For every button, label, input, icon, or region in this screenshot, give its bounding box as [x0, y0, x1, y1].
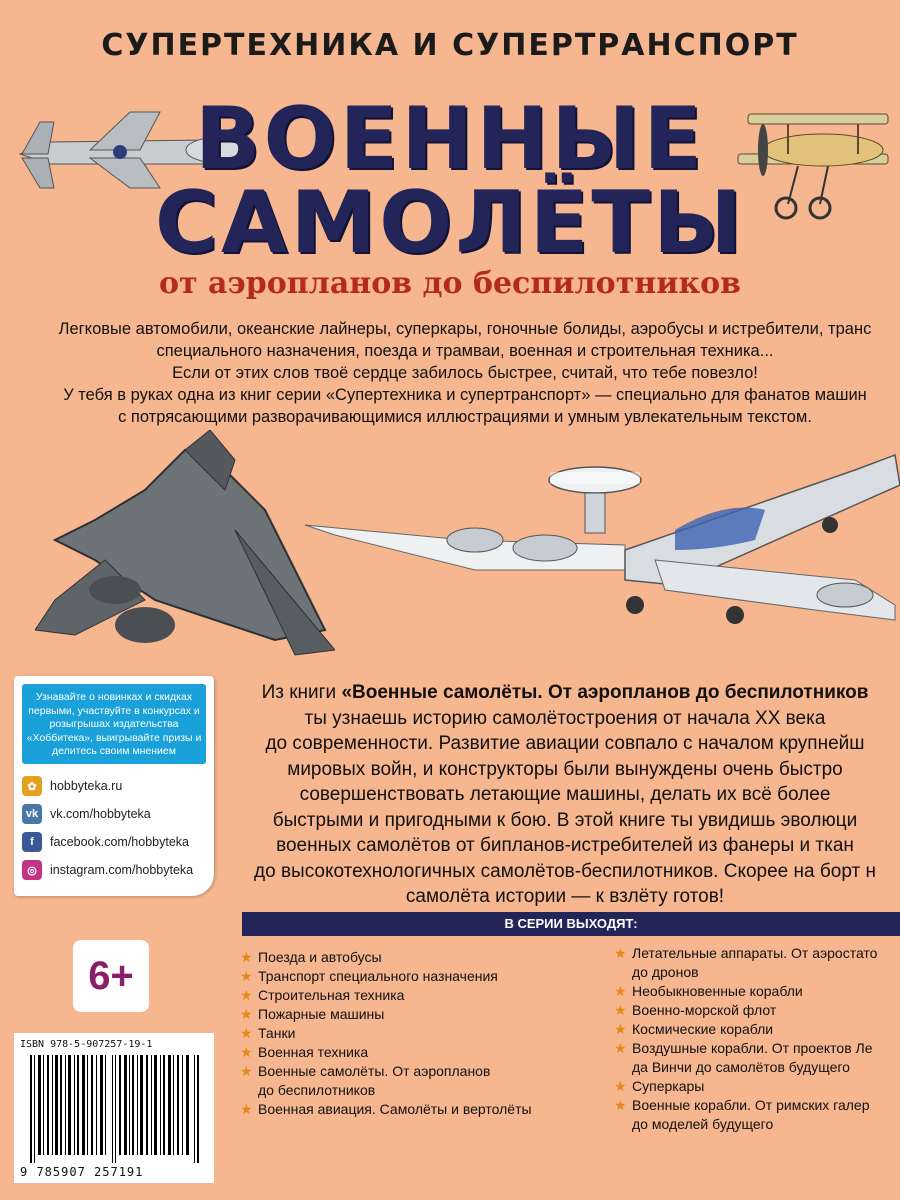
social-link-label: instagram.com/hobbyteka [50, 863, 194, 877]
star-bullet-icon: ★ [614, 945, 627, 961]
social-link-instagram[interactable] [22, 856, 206, 884]
star-bullet-icon: ★ [240, 1025, 253, 1041]
social-link-site[interactable] [22, 772, 206, 800]
social-link-label: facebook.com/hobbyteka [50, 835, 189, 849]
social-link-label: hobbyteka.ru [50, 779, 123, 793]
title-line-2: САМОЛЁТЫ [154, 173, 746, 273]
star-bullet-icon: ★ [240, 949, 253, 965]
social-sticker [14, 676, 214, 896]
barcode-image [30, 1055, 200, 1163]
about-line: ты узнаешь историю самолётостроения от начала XX века [304, 707, 826, 729]
series-list-item-text: Воздушные корабли. От проектов Ле [632, 1040, 873, 1056]
about-line: до высокотехнологичных самолётов-беспилотников. Скорее на борт н [254, 860, 876, 882]
book-title: «Военные самолёты. От аэропланов до беспилотников [341, 682, 869, 703]
intro-line: специального назначения, поезда и трамваи, военная и строительная техника... [156, 342, 774, 360]
instagram-icon: ◎ [22, 860, 42, 880]
about-line: совершенствовать летающие машины, делать их всё более [299, 784, 831, 805]
social-link-facebook[interactable] [22, 828, 206, 856]
about-text [230, 680, 900, 910]
series-list-item-text: Танки [258, 1025, 296, 1041]
series-list-item-text: до дронов [632, 964, 699, 980]
star-bullet-icon: ★ [240, 987, 253, 1003]
series-list-item-text: Военная техника [258, 1044, 369, 1060]
series-list-item-text: Военно-морской флот [632, 1002, 777, 1018]
series-list-item-text: Необыкновенные корабли [632, 983, 803, 999]
intro-line: У тебя в руках одна из книг серии «Супертехника и супертранспорт» — специально для фанатов машин [63, 386, 867, 404]
series-list-item-text: Строительная техника [258, 987, 405, 1003]
hobbyteka-icon: ✿ [22, 776, 42, 796]
series-list-item [240, 1024, 610, 1043]
series-list-item-text: Поезда и автобусы [258, 949, 382, 965]
star-bullet-icon: ★ [240, 968, 253, 984]
ean-number: 9 785907 257191 [20, 1165, 144, 1179]
facebook-icon: f [22, 832, 42, 852]
series-list-item-text: Военная авиация. Самолёты и вертолёты [258, 1101, 532, 1117]
intro-text [30, 318, 900, 428]
series-list-item-text: Летательные аппараты. От аэростато [632, 945, 878, 961]
series-list-item [240, 967, 610, 986]
series-list-item [614, 944, 900, 982]
about-line: военных самолётов от бипланов-истребителей из фанеры и ткан [276, 835, 854, 856]
title-line-1: ВОЕННЫЕ [194, 89, 706, 189]
series-title: СУПЕРТЕХНИКА И СУПЕРТРАНСПОРТ [101, 28, 799, 63]
series-list-item [240, 948, 610, 967]
about-line: до современности. Развитие авиации совпало с началом крупнейш [265, 733, 865, 754]
star-bullet-icon: ★ [240, 1044, 253, 1060]
about-lead: Из книги [261, 682, 342, 703]
star-bullet-icon: ★ [614, 1002, 627, 1018]
intro-line: Легковые автомобили, океанские лайнеры, суперкары, гоночные болиды, аэробусы и истребители, транс [58, 320, 872, 338]
social-link-vk[interactable] [22, 800, 206, 828]
series-list-item [240, 986, 610, 1005]
series-list-item-text: до беспилотников [258, 1082, 376, 1098]
star-bullet-icon: ★ [614, 1097, 627, 1113]
series-list-item-text: Космические корабли [632, 1021, 774, 1037]
series-list-left [240, 948, 610, 1119]
barcode-block [14, 1033, 214, 1183]
series-list-item-text: Военные самолёты. От аэропланов [258, 1063, 491, 1079]
star-bullet-icon: ★ [240, 1101, 253, 1117]
isbn-text: ISBN 978-5-907257-19-1 [20, 1039, 153, 1050]
series-list-item [614, 1096, 900, 1134]
star-bullet-icon: ★ [614, 983, 627, 999]
awacs-plane-illustration [295, 430, 900, 665]
social-link-label: vk.com/hobbyteka [50, 807, 151, 821]
subtitle: от аэропланов до беспилотников [158, 266, 742, 301]
series-list-item [240, 1062, 610, 1100]
series-list-item [240, 1005, 610, 1024]
vk-icon: vk [22, 804, 42, 824]
series-list-item [614, 1077, 900, 1096]
series-list-item [614, 1039, 900, 1077]
series-list-item-text: Пожарные машины [258, 1006, 385, 1022]
series-list-right [614, 944, 900, 1134]
about-line: самолёта истории — к взлёту готов! [405, 886, 725, 907]
star-bullet-icon: ★ [614, 1078, 627, 1094]
series-list-item [240, 1100, 610, 1119]
star-bullet-icon: ★ [240, 1006, 253, 1022]
series-list-item [240, 1043, 610, 1062]
series-heading: В СЕРИИ ВЫХОДЯТ: [242, 912, 900, 936]
intro-line: с потрясающими разворачивающимися иллюстрациями и умным увлекательным текстом. [118, 408, 812, 426]
series-list-item-text: до моделей будущего [632, 1116, 774, 1132]
about-line: быстрыми и пригодными к бою. В этой книге ты увидишь эволюци [272, 809, 858, 831]
sticker-text: Узнавайте о новинках и скидках первыми, участвуйте в конкурсах и розыгрышах издательства «Хоббитека», выигрывайте призы и делитесь своим мнением [22, 684, 206, 764]
series-list-item [614, 982, 900, 1001]
series-list-item-text: Суперкары [632, 1078, 705, 1094]
intro-line: Если от этих слов твоё сердце забилось быстрее, считай, что тебе повезло! [172, 364, 758, 382]
series-list-item [614, 1001, 900, 1020]
series-list-item [614, 1020, 900, 1039]
blackbird-jet-illustration [35, 430, 335, 665]
series-list-item-text: Транспорт специального назначения [258, 968, 498, 984]
star-bullet-icon: ★ [614, 1021, 627, 1037]
age-rating-badge: 6+ [73, 940, 149, 1012]
star-bullet-icon: ★ [240, 1063, 253, 1079]
about-line: мировых войн, и конструкторы были вынуждены очень быстро [287, 758, 843, 780]
star-bullet-icon: ★ [614, 1040, 627, 1056]
series-list-item-text: да Винчи до самолётов будущего [632, 1059, 850, 1075]
series-list-item-text: Военные корабли. От римских галер [632, 1097, 870, 1113]
